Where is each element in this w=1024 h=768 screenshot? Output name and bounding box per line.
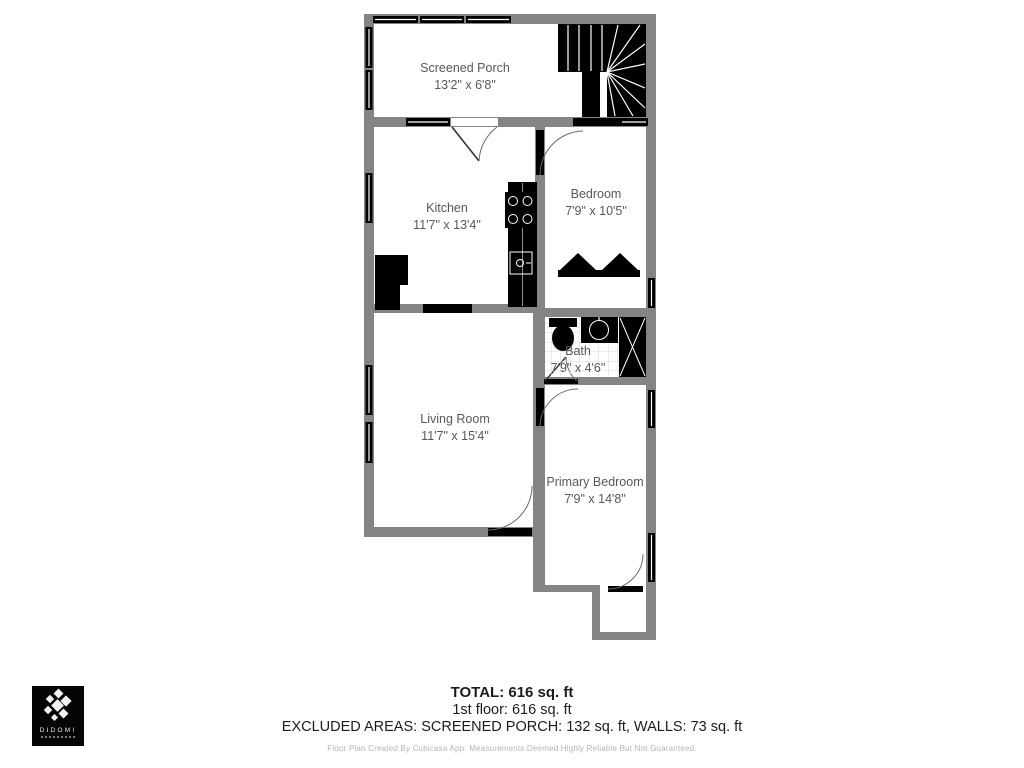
bath-door bbox=[544, 379, 578, 384]
bedroom-door-arc bbox=[540, 131, 583, 175]
area-summary bbox=[0, 684, 1024, 753]
didomi-logo bbox=[32, 686, 84, 746]
svg-text:Primary Bedroom: Primary Bedroom bbox=[546, 475, 644, 489]
excluded-areas: EXCLUDED AREAS: SCREENED PORCH: 132 sq. ft, WALLS: 73 sq. ft bbox=[281, 719, 743, 735]
floor-area: 1st floor: 616 sq. ft bbox=[452, 701, 572, 718]
kitchen-door-opening bbox=[451, 118, 498, 126]
label-kitchen bbox=[413, 201, 481, 232]
primary-bedroom-door bbox=[536, 388, 544, 426]
closet-bifold-track bbox=[558, 270, 640, 277]
didomi-logo-mark bbox=[32, 686, 84, 726]
logo-brand-text: DIDOMI bbox=[39, 727, 77, 734]
svg-text:7'9" x 10'5": 7'9" x 10'5" bbox=[565, 204, 627, 218]
svg-text:13'2" x 6'8": 13'2" x 6'8" bbox=[434, 78, 496, 92]
disclaimer: Floor Plan Created By Cubicasa App. Measurements Deemed Highly Reliable But Not Guaranteed. bbox=[327, 743, 697, 753]
kitchen-counter-left bbox=[375, 285, 400, 310]
wall-living-primary bbox=[533, 313, 545, 592]
svg-text:Bedroom: Bedroom bbox=[570, 187, 622, 201]
svg-text:Living Room: Living Room bbox=[420, 412, 490, 426]
living-room-door-arc bbox=[488, 486, 532, 530]
kitchen-door-leaf bbox=[452, 127, 479, 161]
wall-ext-bottom bbox=[592, 632, 656, 640]
logo-subline bbox=[41, 736, 75, 738]
stairs-door bbox=[573, 118, 620, 126]
label-screened-porch bbox=[420, 61, 510, 92]
primary-bedroom-door-arc bbox=[540, 389, 578, 427]
closet-bifold-left bbox=[560, 253, 596, 270]
closet-bifold-right bbox=[602, 253, 638, 270]
wall-primary-bottom bbox=[533, 585, 600, 592]
wall-bath-top bbox=[535, 308, 656, 317]
bath-sink bbox=[581, 317, 618, 343]
staircase bbox=[558, 24, 646, 126]
label-living-room bbox=[420, 412, 489, 443]
svg-text:Kitchen: Kitchen bbox=[426, 201, 468, 215]
label-primary-bedroom bbox=[546, 475, 643, 506]
label-bedroom bbox=[565, 187, 627, 218]
svg-text:11'7" x 15'4": 11'7" x 15'4" bbox=[421, 429, 489, 443]
svg-text:11'7" x 13'4": 11'7" x 13'4" bbox=[413, 218, 481, 232]
svg-text:7'9" x 4'6": 7'9" x 4'6" bbox=[550, 361, 606, 375]
shower bbox=[619, 317, 646, 377]
kitchen-door-arc bbox=[479, 127, 497, 161]
primary-rear-door-arc bbox=[608, 554, 643, 589]
svg-text:7'9" x 14'8": 7'9" x 14'8" bbox=[564, 492, 626, 506]
svg-text:Bath: Bath bbox=[565, 344, 591, 358]
total-area: TOTAL: 616 sq. ft bbox=[450, 684, 574, 701]
refrigerator bbox=[375, 255, 408, 285]
svg-text:Screened Porch: Screened Porch bbox=[420, 61, 510, 75]
